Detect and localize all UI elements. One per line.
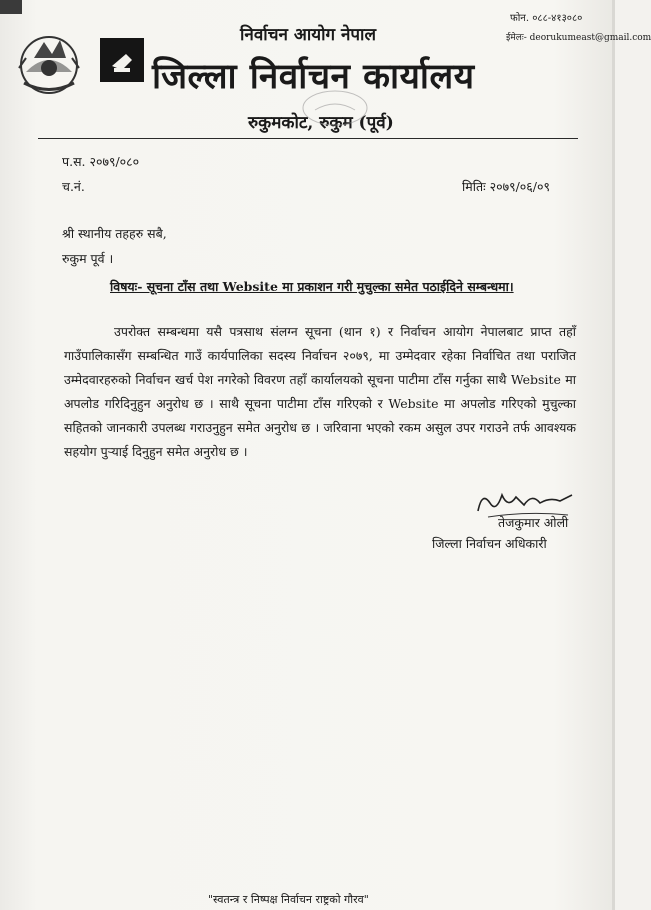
nepal-emblem-icon [14,28,84,98]
letter-body [64,320,576,464]
footer-motto: "स्वतन्त्र र निष्पक्ष निर्वाचन राष्ट्रको गौरव" [208,893,369,906]
letter-body-text: उपरोक्त सम्बन्धमा यसै पत्रसाथ संलग्न सूचना (थान १) र निर्वाचन आयोग नेपालबाट प्राप्त तहाँ गाउँपालिकासँग सम्बन्धित गाउँ कार्यपालिका सदस्य निर्वाचन २०७९, मा उम्मेदवार रहेका निर्वाचित तथा पराजित उम्मेदवारहरुको निर्वाचन खर्च पेश नगरेको विवरण तहाँ कार्यालयको सूचना पाटीमा टाँस गर्नुका साथै Website मा अपलोड गरिदिनुहुन अनुरोध छ । साथै सूचना पाटीमा टाँस गरिएको र Website मा अपलोड गरिएको मुचुल्का सहितको जानकारी उपलब्ध गराउनुहुन समेत अनुरोध छ । जरिवाना भएको रकम असुल उपर गराउने तर्फ आवश्यक सहयोग पुऱ्याई दिनुहुन समेत अनुरोध छ । [64,324,576,459]
reference-number: प.स. २०७९/०८० [62,154,140,169]
page-edge [612,0,615,910]
signatory-title: जिल्ला निर्वाचन अधिकारी [432,536,547,551]
letter-date: मितिः २०७९/०६/०९ [462,179,550,194]
recipient-line: श्री स्थानीय तहहरु सबै, [62,226,167,241]
email-address: ईमेलः- deorukumeast@gmail.com [506,33,651,43]
faint-stamp-icon [300,88,370,128]
letter-subject: विषयः- सूचना टाँस तथा Website मा प्रकाशन गरी मुचुल्का समेत पठाईदिने सम्बन्धमा। [110,279,514,294]
dispatch-number: च.नं. [62,179,85,194]
phone-number: फोन. ०८८-४१३०८० [510,13,583,24]
recipient-location: रुकुम पूर्व । [62,251,114,266]
election-commission-logo-icon [100,38,144,82]
signatory-name: तेजकुमार ओली [498,515,569,530]
office-address: रुकुमकोट, रुकुम (पूर्व) [248,113,394,133]
scan-corner [0,0,22,14]
header-divider [38,138,578,139]
office-name: जिल्ला निर्वाचन कार्यालय [152,56,475,97]
commission-name: निर्वाचन आयोग नेपाल [240,25,376,45]
